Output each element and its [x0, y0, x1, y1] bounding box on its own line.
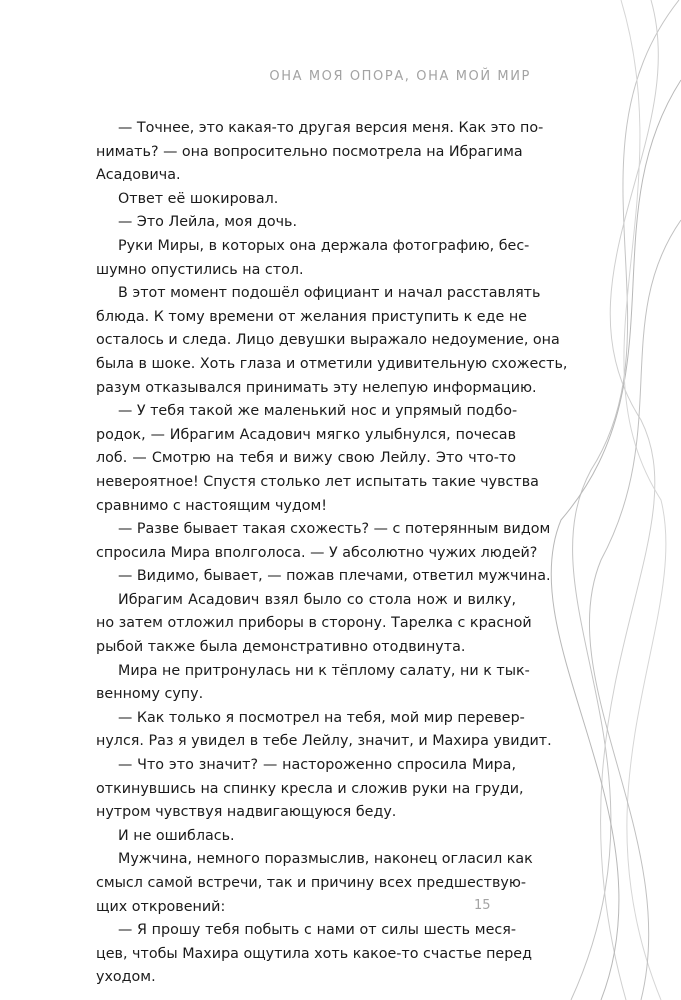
text-line: откинувшись на спинку кресла и сложив руки на груди, [96, 780, 524, 797]
text-line: — У тебя такой же маленький нос и упрямый подбо- [118, 403, 518, 420]
text-line: — Я прошу тебя побыть с нами от силы шесть меся- [118, 922, 516, 939]
text-line: шумно опустились на стол. [96, 261, 304, 278]
text-line: невероятное! Спустя столько лет испытать такие чувства [96, 473, 539, 490]
text-line: блюда. К тому времени от желания приступить к еде не [96, 308, 527, 325]
text-line: — Видимо, бывает, — пожав плечами, ответил мужчина. [118, 568, 551, 585]
text-line: смысл самой встречи, так и причину всех предшествую- [96, 875, 527, 891]
running-header: ОНА МОЯ ОПОРА, ОНА МОЙ МИР [269, 69, 531, 84]
text-line: венному супу. [96, 686, 204, 703]
text-line: И не ошиблась. [118, 827, 235, 844]
text-line: В этот момент подошёл официант и начал расставлять [118, 285, 541, 302]
text-line: сравнимо с настоящим чудом! [96, 497, 328, 514]
text-line: — Как только я посмотрел на тебя, мой мир перевер- [118, 709, 525, 726]
text-line: — Точнее, это какая-то другая версия меня. Как это по- [118, 120, 544, 136]
wave-line-3 [551, 80, 681, 1000]
body-text [96, 117, 568, 990]
text-line: Ответ её шокировал. [118, 190, 279, 207]
text-line: была в шоке. Хоть глаза и отметили удивительную схожесть, [96, 355, 568, 372]
text-line: родок, — Ибрагим Асадович мягко улыбнулся, почесав [96, 426, 516, 443]
text-line: лоб. — Смотрю на тебя и вижу свою Лейлу. Это что-то [96, 450, 516, 467]
text-line: цев, чтобы Махира ощутила хоть какое-то счастье перед [96, 945, 532, 962]
decorative-wave-lines [531, 0, 681, 1000]
text-line: осталось и следа. Лицо девушки выражало недоумение, она [96, 332, 560, 349]
text-line: Асадовича. [96, 167, 181, 184]
text-line: — Разве бывает такая схожесть? — с потерянным видом [118, 521, 551, 538]
text-line: щих откровений: [96, 898, 226, 915]
text-line: — Что это значит? — настороженно спросила Мира, [118, 757, 516, 774]
text-line: нулся. Раз я увидел в тебе Лейлу, значит, и Махира увидит. [96, 733, 552, 750]
text-line: Мужчина, немного поразмыслив, наконец огласил как [118, 851, 533, 868]
text-line: нимать? — она вопросительно посмотрела на Ибрагима [96, 143, 523, 160]
text-line: уходом. [96, 969, 156, 986]
text-line: разум отказывался принимать эту нелепую информацию. [96, 379, 537, 396]
text-line: Руки Миры, в которых она держала фотографию, бес- [118, 237, 530, 254]
text-line: нутром чувствуя надвигающуюся беду. [96, 804, 397, 821]
text-line: Мира не притронулась ни к тёплому салату, ни к тык- [118, 662, 530, 679]
page-number: 15 [474, 898, 491, 913]
text-line: но затем отложил приборы в сторону. Тарелка с красной [96, 615, 532, 632]
text-line: рыбой также была демонстративно отодвинута. [96, 639, 466, 656]
text-line: — Это Лейла, моя дочь. [118, 214, 297, 231]
text-line: спросила Мира вполголоса. — У абсолютно чужих людей? [96, 544, 538, 561]
text-line: Ибрагим Асадович взял было со стола нож и вилку, [118, 591, 516, 608]
